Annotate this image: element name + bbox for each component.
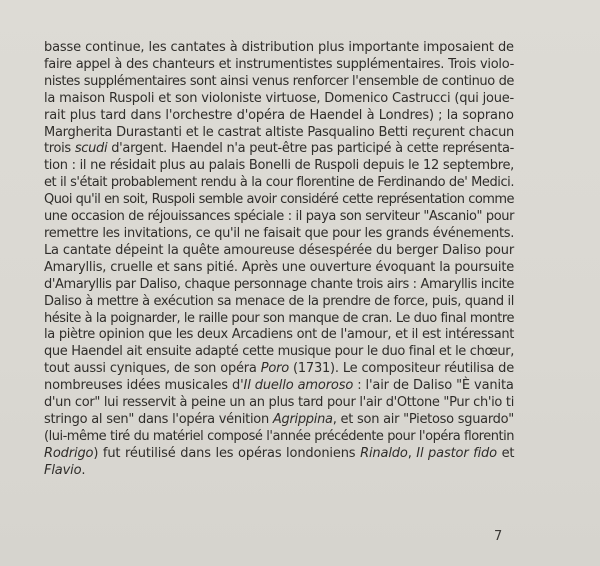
- text-line: [44, 209, 514, 226]
- text-line: [44, 158, 514, 175]
- line-text: la maison Ruspoli et son violoniste virtuose, Domenico Castrucci (qui joue-: [44, 90, 514, 106]
- body-text: [44, 40, 514, 480]
- text-line: [44, 327, 514, 344]
- line-text: Daliso à mettre à exécution sa menace de la prendre de force, puis, quand il: [44, 293, 514, 309]
- line-text: stringo al sen" dans l'opéra vénition: [44, 411, 273, 427]
- text-line: [44, 412, 514, 429]
- text-line: [44, 74, 514, 91]
- line-text: : l'air de Daliso "È vanita: [353, 378, 514, 394]
- line-text: basse continue, les cantates à distribution plus importante imposaient de: [44, 40, 514, 55]
- line-text: d'argent. Haendel n'a peut-être pas participé à cette représenta-: [107, 141, 514, 157]
- line-text: Amaryllis, cruelle et sans pitié. Après une ouverture évoquant la poursuite: [44, 259, 514, 275]
- text-line: [44, 226, 514, 243]
- line-text: et: [496, 445, 515, 461]
- italic-title-text: Poro: [260, 361, 289, 377]
- text-line: [44, 40, 514, 57]
- text-line: [44, 395, 514, 412]
- text-line: [44, 243, 514, 260]
- line-text: hésite à la poignarder, le raille pour son manque de cran. Le duo final montre: [44, 310, 514, 326]
- text-line: [44, 344, 514, 361]
- text-line: [44, 378, 514, 395]
- text-line: [44, 446, 514, 463]
- italic-title-text: Rodrigo: [44, 445, 94, 461]
- text-line: [44, 57, 514, 74]
- text-line: [44, 141, 514, 158]
- line-text: La cantate dépeint la quête amoureuse désespérée du berger Daliso pour: [44, 242, 514, 258]
- italic-title-text: Il pastor fido: [416, 445, 497, 461]
- line-text: nistes supplémentaires sont ainsi venus renforcer l'ensemble de continuo de: [44, 73, 514, 89]
- text-line: [44, 311, 514, 328]
- line-text: nombreuses idées musicales d': [44, 378, 244, 394]
- text-line: [44, 294, 514, 311]
- italic-title-text: scudi: [74, 141, 108, 157]
- italic-title-text: Agrippina: [272, 411, 333, 427]
- line-text: ) fut réutilisé dans les opéras londoniens: [93, 445, 361, 461]
- line-text: la piètre opinion que les deux Arcadiens ont de l'amour, et il est intéressant: [44, 327, 514, 343]
- text-line: [44, 125, 514, 142]
- text-line: [44, 108, 514, 125]
- italic-title-text: Rinaldo: [360, 445, 408, 461]
- page-number: 7: [494, 529, 503, 544]
- text-line: [44, 463, 514, 480]
- line-text: d'Amaryllis par Daliso, chaque personnage chante trois airs : Amaryllis incite: [44, 276, 514, 292]
- line-text: rait plus tard dans l'orchestre d'opéra de Haendel à Londres) ; la soprano: [44, 107, 514, 123]
- line-text: tion : il ne résidait plus au palais Bonelli de Ruspoli depuis le 12 septembre,: [44, 158, 514, 174]
- line-text: (1731). Le compositeur réutilisa de: [288, 361, 514, 377]
- text-line: [44, 91, 514, 108]
- line-text: faire appel à des chanteurs et instrumentistes supplémentaires. Trois violo-: [44, 56, 514, 72]
- line-text: trois: [44, 141, 75, 157]
- line-text: une occasion de réjouissances spéciale : il paya son serviteur "Ascanio" pour: [44, 209, 514, 225]
- line-text: remettre les invitations, ce qu'il ne faisait que pour les grands événements.: [44, 225, 514, 241]
- text-line: [44, 277, 514, 294]
- italic-title-text: Il duello amoroso: [243, 378, 354, 394]
- text-line: [44, 361, 514, 378]
- line-text: tout aussi cyniques, de son opéra: [44, 361, 261, 377]
- line-text: , et son air "Pietoso sguardo": [332, 411, 515, 427]
- italic-title-text: Flavio: [44, 462, 82, 478]
- text-line: [44, 192, 514, 209]
- text-line: [44, 260, 514, 277]
- text-line: [44, 175, 514, 192]
- line-text: d'un cor" lui resservit à peine un an plus tard pour l'air d'Ottone "Pur ch'io ti: [44, 395, 514, 411]
- line-text: .: [81, 462, 86, 478]
- line-text: ,: [407, 445, 417, 461]
- text-line: [44, 429, 514, 446]
- line-text: que Haendel ait ensuite adapté cette musique pour le duo final et le chœur,: [44, 344, 514, 360]
- line-text: Margherita Durastanti et le castrat altiste Pasqualino Betti reçurent chacun: [44, 124, 514, 140]
- line-text: et il s'était probablement rendu à la cour florentine de Ferdinando de' Medici.: [44, 175, 514, 191]
- line-text: (lui-même tiré du matériel composé l'année précédente pour l'opéra florentin: [44, 428, 514, 444]
- line-text: Quoi qu'il en soit, Ruspoli semble avoir considéré cette représentation comme: [44, 192, 514, 208]
